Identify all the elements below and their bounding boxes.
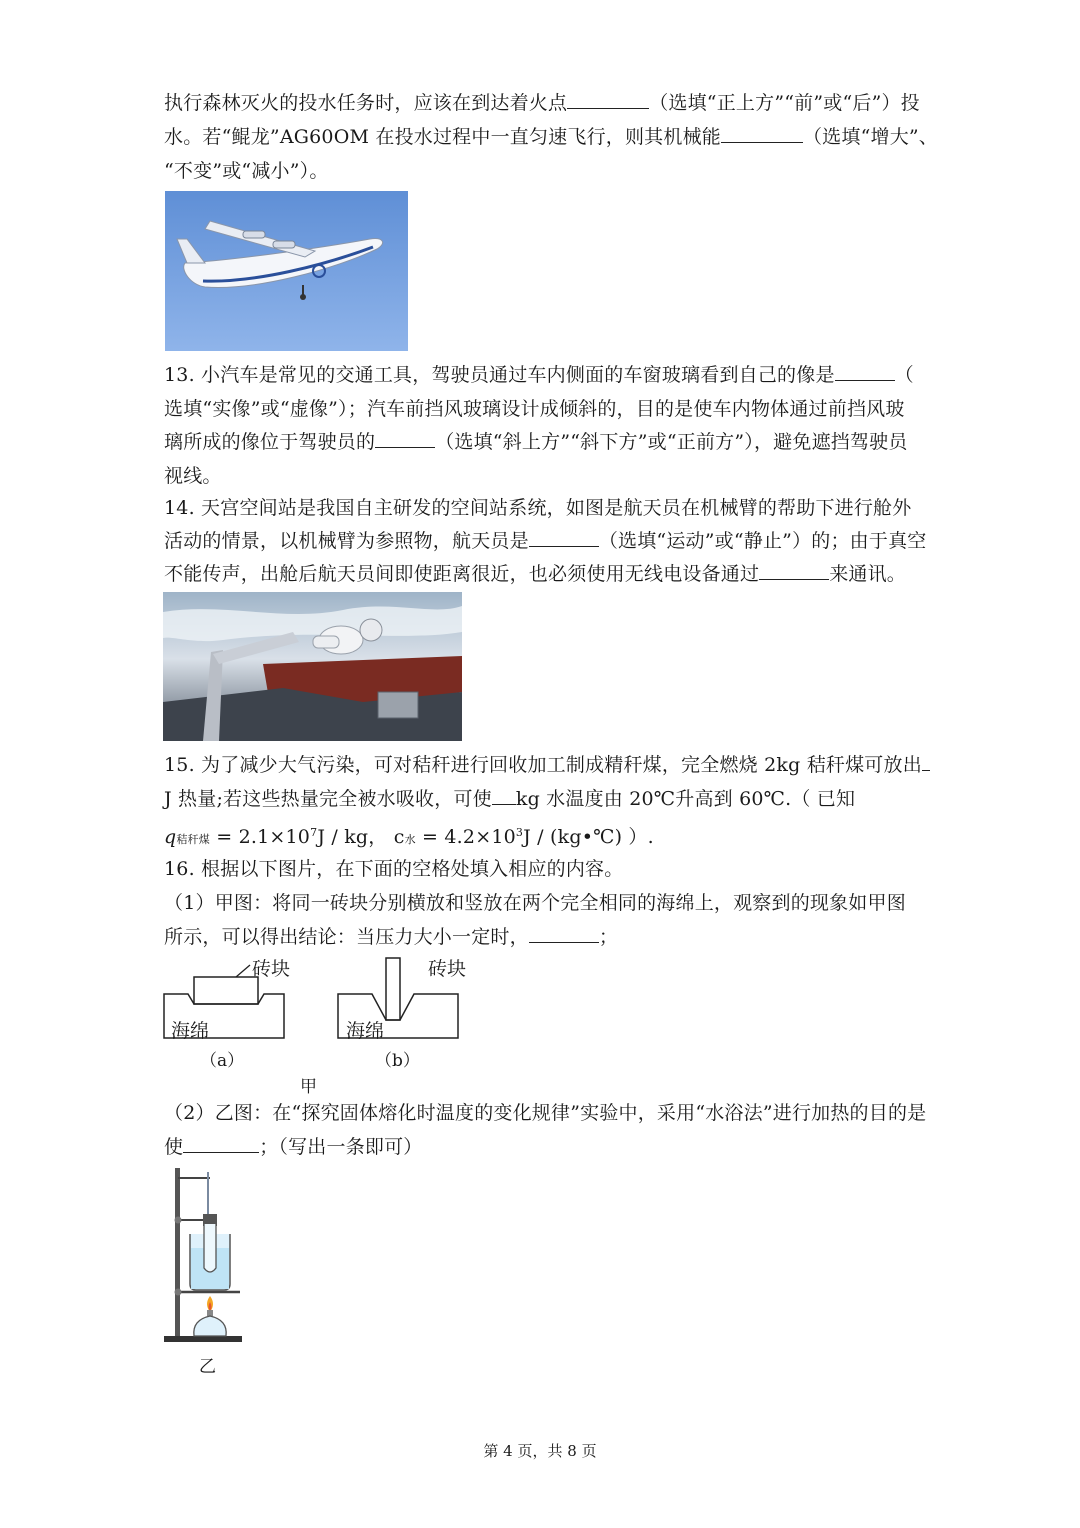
answer-blank[interactable] [492,782,516,805]
q16-p1-line-1: （1）甲图：将同一砖块分别横放和竖放在两个完全相同的海绵上，观察到的现象如甲图 [164,892,906,914]
figure-jia-caption: 甲 [300,1077,317,1097]
q15-formula: q秸秆煤 = $2.1\times 10^7J$ / kg， c水 = $4.2\times 10^3J$ / (kg•℃) ）. [164,826,654,848]
q13-line-4: 视线。 [164,465,222,487]
seaplane-photo [165,191,408,351]
answer-blank[interactable] [567,86,649,109]
q16-p2-line-2: 使 ；（写出一条即可） [164,1130,423,1164]
q14-line-1: 14. 天宫空间站是我国自主研发的空间站系统，如图是航天员在机械臂的帮助下进行舱外 [164,497,912,519]
answer-blank[interactable] [922,748,930,771]
sponge-label-b: 海绵 [346,1020,385,1042]
answer-blank[interactable] [835,358,895,381]
q12-line-2: 水。若“鲲龙”AG60OM 在投水过程中一直匀速飞行，则其机械能 （选填“增大”、 [164,120,938,154]
answer-blank[interactable] [375,425,435,448]
answer-blank[interactable] [721,120,803,143]
q15-line-2: J 热量;若这些热量完全被水吸收，可使 kg 水温度由 20℃升高到 60℃.（ 已知 [164,782,855,816]
q16-p2-line-1: （2）乙图：在“探究固体熔化时温度的变化规律”实验中，采用“水浴法”进行加热的目的是 [164,1102,927,1124]
q12-line-1: 执行森林灭火的投水任务时，应该在到达着火点 （选填“正上方”“前”或“后”）投 [164,86,920,120]
figure-yi-caption: 乙 [199,1357,216,1377]
q14-line-3: 不能传声，出舱后航天员间即使距离很近，也必须使用无线电设备通过 来通讯。 [164,557,906,591]
q12-line-3: “不变”或“减小”）。 [164,160,329,182]
answer-blank[interactable] [183,1130,259,1153]
q13-line-2: 选填“实像”或“虚像”）；汽车前挡风玻璃设计成倾斜的，目的是使车内物体通过前挡风玻 [164,398,905,420]
q15-line-1: 15. 为了减少大气污染，可对秸秆进行回收加工制成精秆煤，完全燃烧 2kg 秸秆煤可放出 [164,748,930,782]
q16-line-1: 16. 根据以下图片，在下面的空格处填入相应的内容。 [164,858,624,880]
q13-line-3: 璃所成的像位于驾驶员的 （选填“斜上方”“斜下方”或“正前方”），避免遮挡驾驶员 [164,425,908,459]
astronaut-photo [163,592,462,741]
water-bath-apparatus [160,1164,250,1344]
answer-blank[interactable] [529,524,599,547]
q13-line-1: 13. 小汽车是常见的交通工具，驾驶员通过车内侧面的车窗玻璃看到自己的像是 （ [164,358,914,392]
page-number: 第 4 页，共 8 页 [483,1442,597,1460]
sub-figure-b-label: （b） [375,1051,420,1071]
q14-line-2: 活动的情景，以机械臂为参照物，航天员是 （选填“运动”或“静止”）的；由于真空 [164,524,926,558]
answer-blank[interactable] [759,557,829,580]
answer-blank[interactable] [529,920,599,943]
q16-p1-line-2: 所示，可以得出结论：当压力大小一定时， ； [164,920,618,954]
brick-label-b: 砖块 [428,958,467,980]
sub-figure-a-label: （a） [200,1051,245,1071]
sponge-label-a: 海绵 [171,1020,210,1042]
brick-label-a: 砖块 [252,958,291,980]
